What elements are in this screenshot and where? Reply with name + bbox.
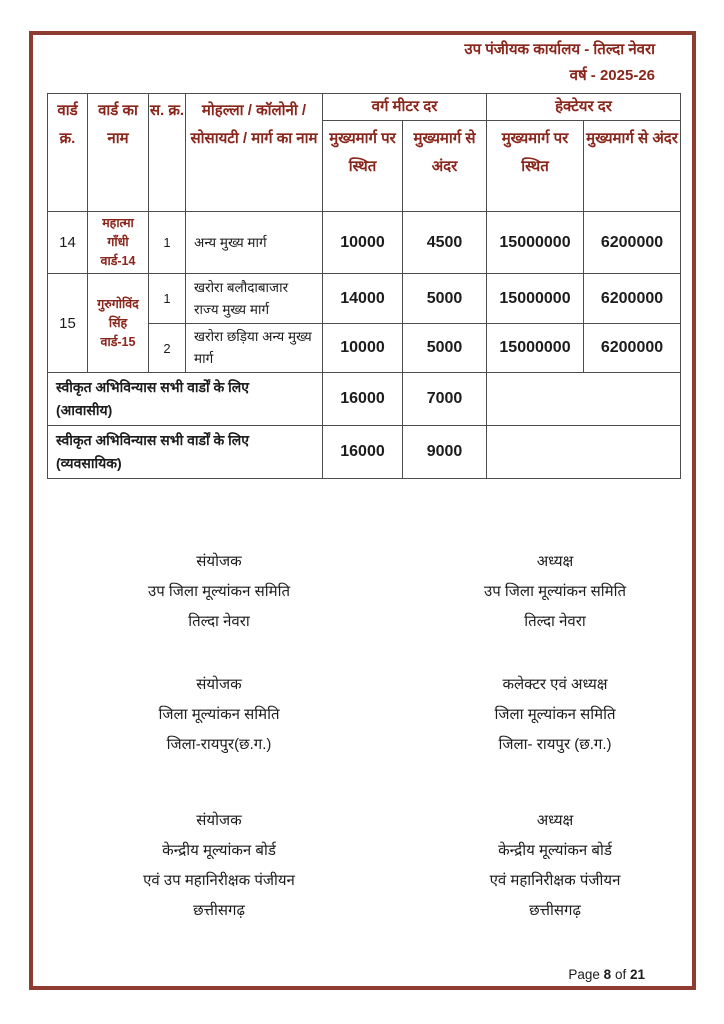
hectare-on-road-cell: 15000000 [487, 212, 584, 274]
signature-left-convener-sub-district [99, 547, 339, 637]
hectare-empty-cell [487, 373, 681, 426]
signature-line: अध्यक्ष [536, 812, 574, 829]
ward-no-header: वार्ड क्र. [48, 94, 88, 212]
year-label: वर्ष - 2025-26 [569, 67, 655, 84]
summary-row [48, 373, 681, 426]
signature-line: छत्तीसगढ़ [193, 902, 245, 919]
summary-row [48, 426, 681, 479]
signature-right-chairman-sub-district [435, 547, 675, 637]
sqm-on-road-header: मुख्यमार्ग पर स्थित [323, 121, 403, 212]
sqm-inside-cell: 5000 [403, 324, 487, 373]
hectare-rate-group-header: हेक्टेयर दर [487, 94, 681, 121]
hectare-on-road-header: मुख्यमार्ग पर स्थित [487, 121, 584, 212]
ward-name-header: वार्ड का नाम [88, 94, 149, 212]
hectare-inside-cell: 6200000 [584, 212, 681, 274]
hectare-inside-cell: 6200000 [584, 274, 681, 324]
hectare-on-road-cell: 15000000 [487, 274, 584, 324]
page-number: 8 [603, 967, 612, 982]
sqm-on-road-cell: 14000 [323, 274, 403, 324]
signature-left-convener-district [99, 670, 339, 760]
signature-line: जिला- रायपुर (छ.ग.) [498, 736, 612, 753]
signature-line: एवं उप महानिरीक्षक पंजीयन [143, 872, 295, 889]
signature-line: केन्द्रीय मूल्यांकन बोर्ड [162, 842, 276, 859]
sqm-on-road-cell: 10000 [323, 212, 403, 274]
table-row [48, 274, 681, 324]
rate-table [47, 93, 681, 479]
office-title: उप पंजीयक कार्यालय - तिल्दा नेवरा [464, 41, 655, 58]
serial-no-cell: 1 [149, 212, 186, 274]
signature-line: तिल्दा नेवरा [524, 613, 586, 630]
signature-line: संयोजक [196, 676, 242, 693]
signature-line: एवं महानिरीक्षक पंजीयन [489, 872, 621, 889]
signature-line: संयोजक [196, 553, 242, 570]
signature-line: उप जिला मूल्यांकन समिति [148, 583, 290, 600]
table-header-row-1 [48, 94, 681, 121]
summary-label-cell [48, 426, 323, 479]
page-footer [568, 967, 645, 982]
mohalla-cell: खरोरा छड़िया अन्य मुख्य मार्ग [186, 324, 323, 373]
signature-line: जिला मूल्यांकन समिति [494, 706, 616, 723]
signature-line: संयोजक [196, 812, 242, 829]
hectare-on-road-cell: 15000000 [487, 324, 584, 373]
sqm-inside-cell: 9000 [403, 426, 487, 479]
summary-label-cell [48, 373, 323, 426]
sqm-rate-group-header: वर्ग मीटर दर [323, 94, 487, 121]
summary-qualifier-text: (व्यवसायिक) [56, 455, 122, 471]
sqm-inside-header: मुख्यमार्ग से अंदर [403, 121, 487, 212]
mohalla-cell: अन्य मुख्य मार्ग [186, 212, 323, 274]
signature-line: कलेक्टर एवं अध्यक्ष [502, 676, 608, 693]
of-word: of [614, 967, 627, 982]
document-header [464, 37, 655, 89]
signature-line: अध्यक्ष [536, 553, 574, 570]
hectare-inside-cell: 6200000 [584, 324, 681, 373]
mohalla-header: मोहल्ला / कॉलोनी / सोसायटी / मार्ग का नाम [186, 94, 323, 212]
signature-line: जिला मूल्यांकन समिति [158, 706, 280, 723]
ward-no-cell: 14 [48, 212, 88, 274]
summary-qualifier-text: (आवासीय) [56, 402, 113, 418]
page-word: Page [568, 967, 600, 982]
signature-line: छत्तीसगढ़ [529, 902, 581, 919]
signature-line: केन्द्रीय मूल्यांकन बोर्ड [498, 842, 612, 859]
summary-label-text: स्वीकृत अभिविन्यास सभी वार्डों के लिए [56, 432, 250, 448]
serial-no-header: स. क्र. [149, 94, 186, 212]
summary-label-text: स्वीकृत अभिविन्यास सभी वार्डों के लिए [56, 379, 250, 395]
hectare-inside-header: मुख्यमार्ग से अंदर [584, 121, 681, 212]
signature-line: तिल्दा नेवरा [188, 613, 250, 630]
signature-right-collector-chairman [435, 670, 675, 760]
serial-no-cell: 1 [149, 274, 186, 324]
sqm-inside-cell: 4500 [403, 212, 487, 274]
ward-name-cell: गुरुगोविंद सिंह वार्ड-15 [88, 274, 149, 373]
signature-line: जिला-रायपुर(छ.ग.) [166, 736, 272, 753]
sqm-inside-cell: 7000 [403, 373, 487, 426]
total-pages: 21 [629, 967, 645, 982]
sqm-on-road-cell: 16000 [323, 373, 403, 426]
signature-line: उप जिला मूल्यांकन समिति [484, 583, 626, 600]
mohalla-cell: खरोरा बलौदाबाजार राज्य मुख्य मार्ग [186, 274, 323, 324]
ward-name-cell: महात्मा गाँधी वार्ड-14 [88, 212, 149, 274]
signature-left-convener-central-board [99, 806, 339, 926]
hectare-empty-cell [487, 426, 681, 479]
table-row [48, 212, 681, 274]
signature-right-chairman-central-board [435, 806, 675, 926]
serial-no-cell: 2 [149, 324, 186, 373]
sqm-on-road-cell: 16000 [323, 426, 403, 479]
ward-no-cell: 15 [48, 274, 88, 373]
sqm-inside-cell: 5000 [403, 274, 487, 324]
sqm-on-road-cell: 10000 [323, 324, 403, 373]
